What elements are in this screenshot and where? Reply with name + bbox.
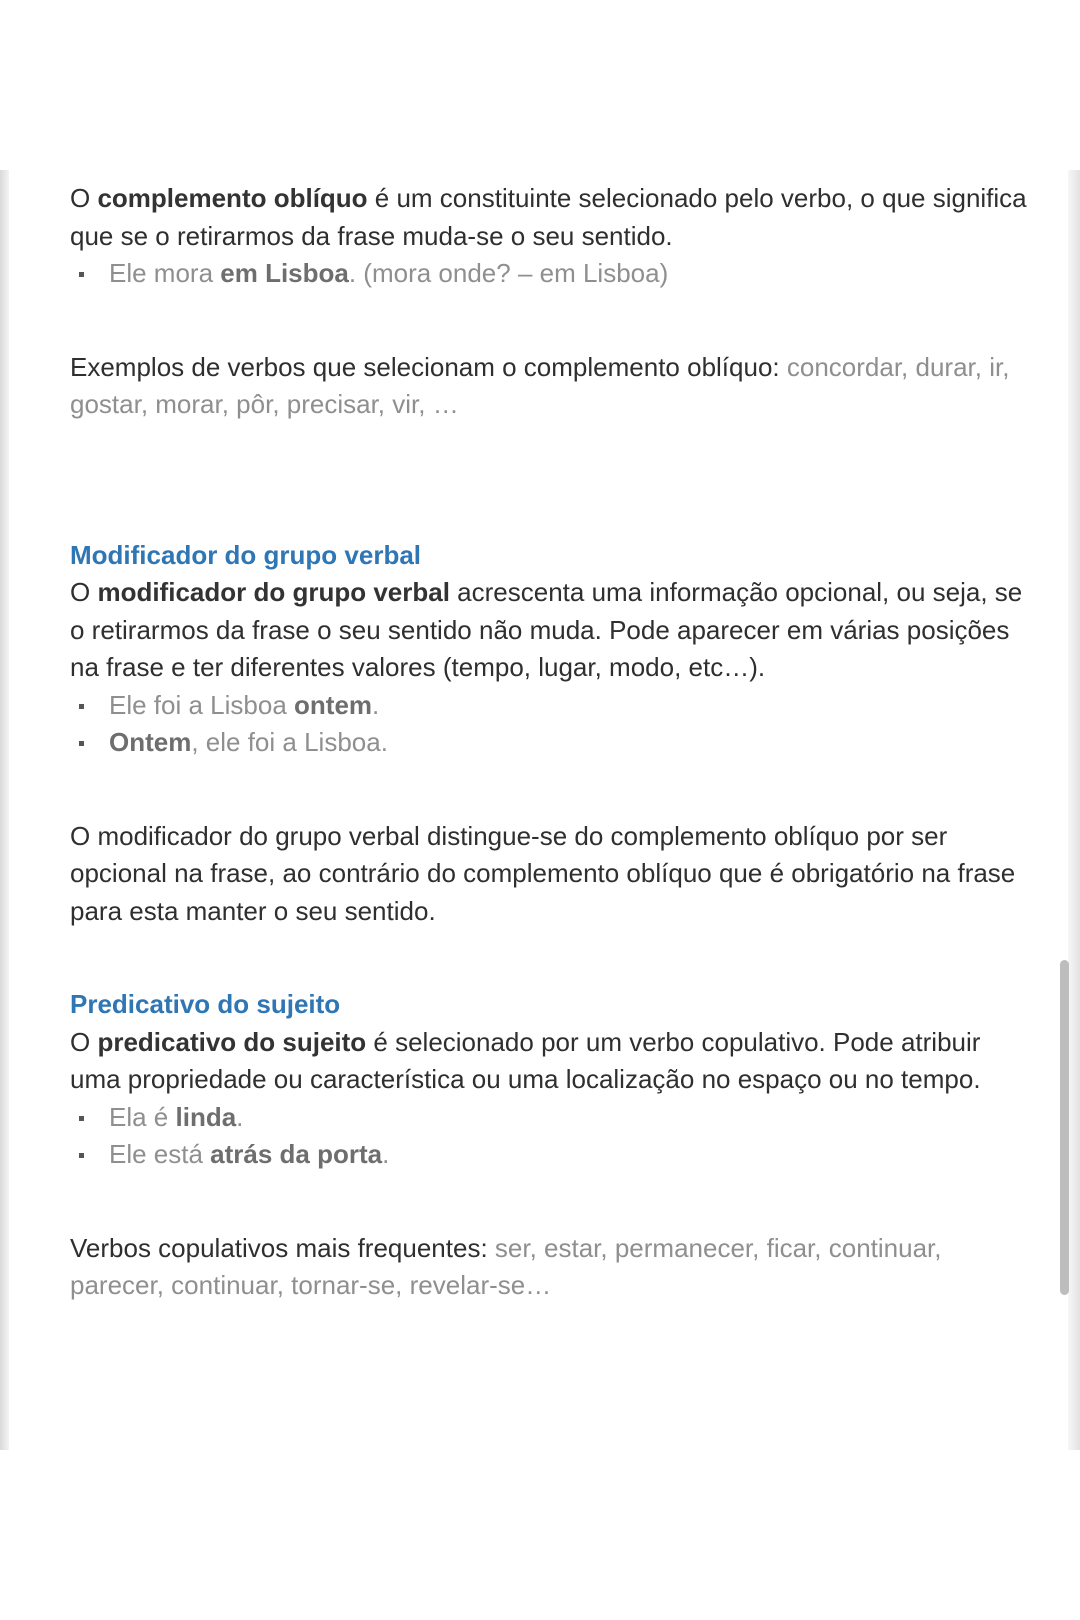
text-run: . [382, 1139, 390, 1169]
predicativo-verbs [70, 1230, 1030, 1305]
text-run: O [70, 577, 98, 607]
text-run: acrescenta uma informação opcional, ou seja, se o retirarmos da frase o seu sentido não muda. Pode aparecer em várias posições na frase e ter diferentes valores (tempo, lugar, modo, etc…). [70, 577, 1023, 682]
predicativo-definition [70, 1024, 1030, 1099]
predicativo-examples [70, 1099, 1030, 1174]
vertical-scrollbar-thumb[interactable] [1060, 960, 1069, 1295]
example-highlight: atrás da porta [210, 1139, 383, 1169]
text-run: . (mora onde? – em Lisboa) [348, 258, 669, 288]
example-highlight: em Lisboa [220, 258, 349, 288]
term-complemento-obliquo: complemento oblíquo [97, 183, 368, 213]
complemento-obliquo-definition [70, 180, 1030, 255]
document-content [70, 180, 1030, 1305]
text-run: Ele mora [109, 258, 221, 288]
text-run: Ela é [109, 1101, 176, 1132]
text-run: , ele foi a Lisboa. [191, 727, 388, 757]
text-run: é um constituinte selecionado pelo verbo, o que significa que se o retirarmos da frase muda-se o seu sentido. [70, 183, 1027, 251]
list-item [70, 1099, 1030, 1137]
complemento-obliquo-examples [70, 255, 1030, 293]
verbs-list: concordar, durar, ir, gostar, morar, pôr, precisar, vir, … [70, 351, 1010, 419]
list-item [70, 255, 1030, 293]
text-run: Verbos copulativos mais frequentes: [70, 1232, 495, 1263]
list-item [70, 687, 1030, 725]
text-run: O [70, 1026, 98, 1057]
modificador-distinction: O modificador do grupo verbal distingue-se do complemento oblíquo por ser opcional na frase, ao contrário do complemento oblíquo que é obrigatório na frase para esta manter o seu sentido. [70, 820, 1016, 926]
text-run: . [236, 1101, 244, 1132]
text-run: é selecionado por um verbo copulativo. Pode atribuir uma propriedade ou característica ou uma localização no espaço ou no tempo. [70, 1026, 981, 1094]
term-predicativo: predicativo do sujeito [97, 1026, 367, 1057]
document-page [0, 170, 1080, 1450]
text-run: Ele foi a Lisboa [109, 689, 295, 720]
modificador-examples [70, 687, 1030, 762]
example-highlight: ontem [294, 689, 373, 720]
list-item [70, 724, 1030, 762]
text-run: Exemplos de verbos que selecionam o complemento oblíquo: [70, 351, 787, 382]
verbs-list: ser, estar, permanecer, ficar, continuar, parecer, continuar, tornar-se, revelar-se… [70, 1232, 942, 1300]
section-heading-predicativo: Predicativo do sujeito [70, 989, 341, 1019]
text-run: O [70, 183, 98, 213]
list-item [70, 1136, 1030, 1174]
example-highlight: Ontem [109, 727, 192, 757]
example-highlight: linda [175, 1101, 237, 1132]
page-left-edge [0, 170, 9, 1450]
text-run: . [372, 689, 380, 720]
complemento-obliquo-verbs [70, 349, 1030, 424]
term-modificador: modificador do grupo verbal [97, 577, 450, 607]
text-run: Ele está [109, 1139, 211, 1169]
section-heading-modificador: Modificador do grupo verbal [70, 539, 422, 570]
modificador-definition [70, 574, 1030, 687]
page-right-edge [1068, 170, 1080, 1450]
